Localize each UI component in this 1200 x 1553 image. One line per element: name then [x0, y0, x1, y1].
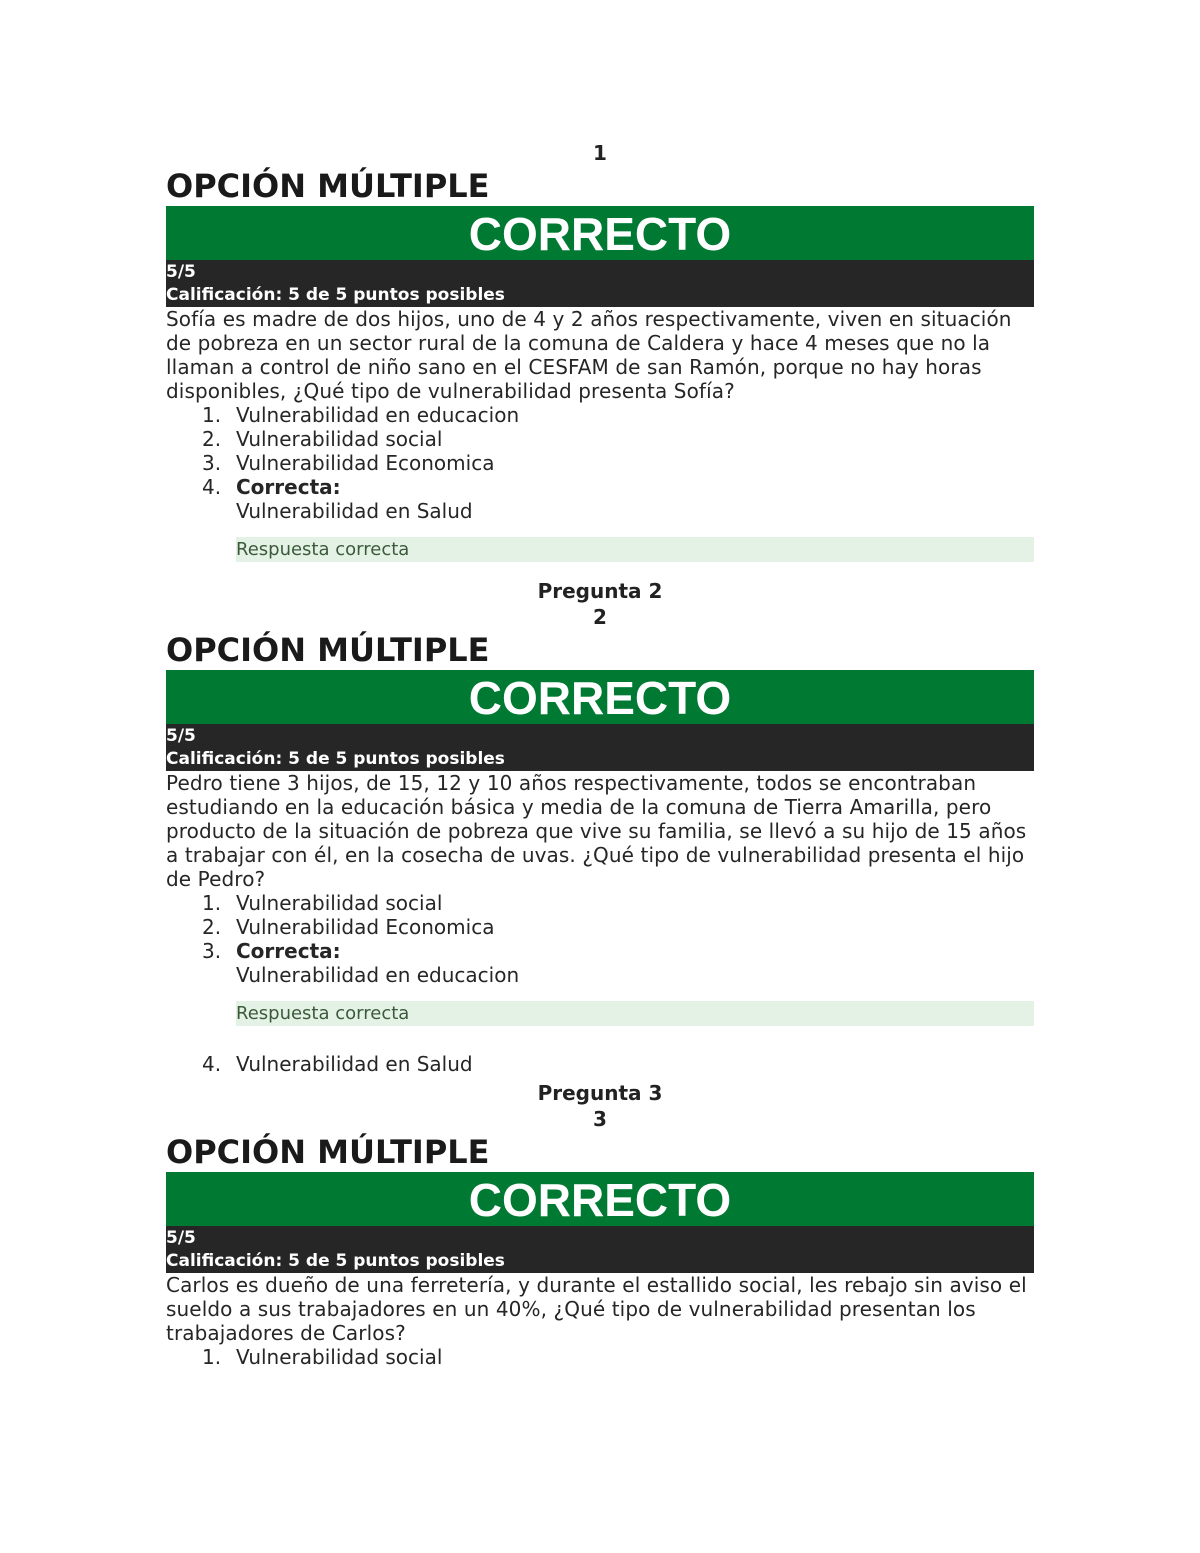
question-2: [166, 578, 1034, 1076]
options-list: [166, 1345, 1034, 1369]
grade-text: Calificación: 5 de 5 puntos posibles: [166, 749, 505, 769]
option-item: 1. Vulnerabilidad en educacion: [202, 403, 520, 427]
correct-answer-label: Correcta:: [236, 939, 341, 963]
option-item-correct: 3. Correcta: Vulnerabilidad en educacion: [166, 939, 1034, 987]
option-item: 1. Vulnerabilidad social: [202, 891, 443, 915]
question-type-title: OPCIÓN MÚLTIPLE: [166, 631, 490, 669]
score-block: [166, 260, 1034, 307]
question-heading: Pregunta 2: [537, 579, 663, 603]
question-heading: Pregunta 3: [537, 1081, 663, 1105]
score-block: [166, 1226, 1034, 1273]
question-text: Sofía es madre de dos hijos, uno de 4 y 2 años respectivamente, viven en situación de pobreza en un sector rural de la comuna de Caldera y hace 4 meses que no la llaman a control de niño sano en el CESFAM de san Ramón, porque no hay horas disponibles, ¿Qué tipo de vulnerabilidad presenta Sofía?: [166, 307, 1012, 403]
question-text: Carlos es dueño de una ferretería, y durante el estallido social, les rebajo sin aviso el sueldo a sus trabajadores en un 40%, ¿Qué tipo de vulnerabilidad presentan los trabajadores de Carlos?: [166, 1273, 1027, 1345]
option-item-correct: 4. Correcta: Vulnerabilidad en Salud: [166, 475, 1034, 523]
option-item: 4. Vulnerabilidad en Salud: [202, 1052, 473, 1076]
question-3: [166, 1080, 1034, 1369]
score-value: 5/5: [166, 726, 196, 746]
question-type-title: OPCIÓN MÚLTIPLE: [166, 167, 490, 205]
feedback-correct: Respuesta correcta: [236, 1001, 1034, 1026]
option-label: Vulnerabilidad en educacion: [236, 963, 520, 987]
option-label: Vulnerabilidad en educacion: [236, 403, 520, 427]
option-label: Vulnerabilidad Economica: [236, 451, 495, 475]
option-item: 3. Vulnerabilidad Economica: [202, 451, 495, 475]
question-number: 2: [593, 605, 607, 629]
feedback-correct: Respuesta correcta: [236, 537, 1034, 562]
score-value: 5/5: [166, 262, 196, 282]
question-number: 1: [593, 141, 607, 165]
option-label: Vulnerabilidad social: [236, 1345, 443, 1369]
question-1: [166, 140, 1034, 562]
option-label: Vulnerabilidad en Salud: [236, 499, 473, 523]
options-list: [166, 403, 1034, 523]
options-list-continued: [166, 1052, 1034, 1076]
question-type-title: OPCIÓN MÚLTIPLE: [166, 1133, 490, 1171]
grade-text: Calificación: 5 de 5 puntos posibles: [166, 285, 505, 305]
quiz-results: [166, 140, 1034, 1369]
correct-status-banner: CORRECTO: [166, 206, 1034, 260]
option-item: 2. Vulnerabilidad social: [202, 427, 443, 451]
option-label: Vulnerabilidad social: [236, 891, 443, 915]
option-label: Vulnerabilidad social: [236, 427, 443, 451]
correct-status-banner: CORRECTO: [166, 670, 1034, 724]
option-item: 2. Vulnerabilidad Economica: [202, 915, 495, 939]
question-text: Pedro tiene 3 hijos, de 15, 12 y 10 años respectivamente, todos se encontraban estudiando en la educación básica y media de la comuna de Tierra Amarilla, pero producto de la situación de pobreza que vive su familia, se llevó a su hijo de 15 años a trabajar con él, en la cosecha de uvas. ¿Qué tipo de vulnerabilidad presenta el hijo de Pedro?: [166, 771, 1027, 891]
option-label: Vulnerabilidad en Salud: [236, 1052, 473, 1076]
correct-answer-label: Correcta:: [236, 475, 341, 499]
correct-status-banner: CORRECTO: [166, 1172, 1034, 1226]
score-block: [166, 724, 1034, 771]
question-number: 3: [593, 1107, 607, 1131]
option-label: Vulnerabilidad Economica: [236, 915, 495, 939]
options-list: [166, 891, 1034, 987]
score-value: 5/5: [166, 1228, 196, 1248]
grade-text: Calificación: 5 de 5 puntos posibles: [166, 1251, 505, 1271]
option-item: 1. Vulnerabilidad social: [202, 1345, 443, 1369]
